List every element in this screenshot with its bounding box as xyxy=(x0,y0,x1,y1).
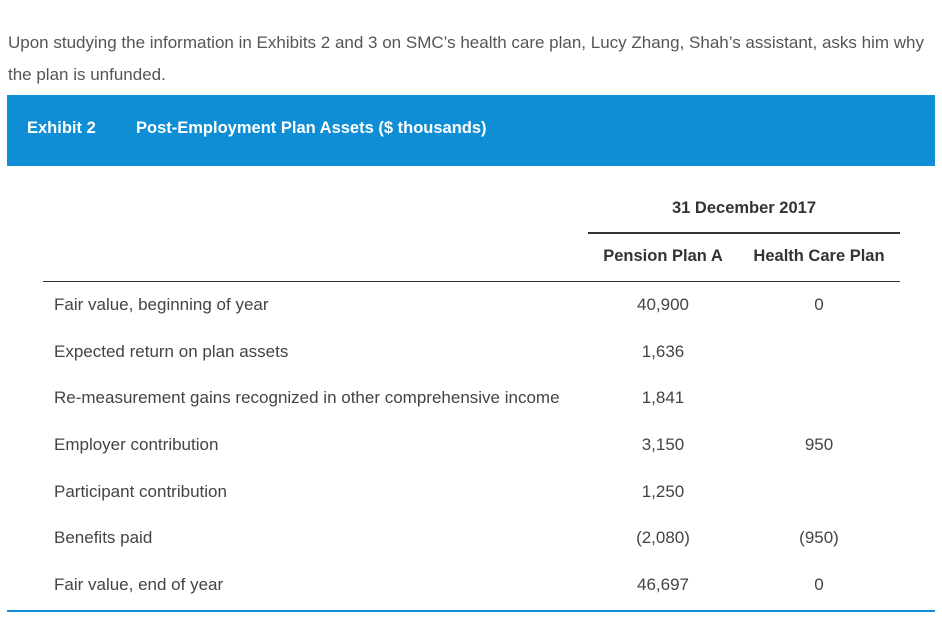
table-row xyxy=(0,295,942,319)
table-row xyxy=(0,435,942,459)
row-label: Participant contribution xyxy=(54,482,227,501)
table-row xyxy=(0,342,942,366)
period-header: 31 December 2017 xyxy=(671,199,817,217)
pension-plan-a-value: 46,697 xyxy=(637,575,689,594)
row-label: Benefits paid xyxy=(54,528,153,547)
exhibit-title: Post-Employment Plan Assets ($ thousands) xyxy=(136,119,487,137)
row-label: Re-measurement gains recognized in other comprehensive income xyxy=(54,388,560,407)
table-row xyxy=(0,388,942,412)
intro-paragraph: Upon studying the information in Exhibits 2 and 3 on SMC’s health care plan, Lucy Zhang, Shah’s assistant, asks him why the plan is unfunded. xyxy=(8,33,924,84)
row-label: Expected return on plan assets xyxy=(54,342,289,361)
health-care-plan-value: 950 xyxy=(804,435,834,454)
health-care-plan-value: (950) xyxy=(799,528,839,547)
health-care-plan-value: 0 xyxy=(814,295,824,314)
table-bottom-border xyxy=(7,610,935,612)
column-header-pension-plan-a: Pension Plan A xyxy=(603,247,723,265)
header-divider xyxy=(43,281,900,282)
pension-plan-a-value: 3,150 xyxy=(641,435,685,454)
exhibit-label: Exhibit 2 xyxy=(27,119,96,137)
pension-plan-a-value: (2,080) xyxy=(636,528,690,547)
health-care-plan-value: 0 xyxy=(814,575,824,594)
pension-plan-a-value: 40,900 xyxy=(637,295,689,314)
column-header-health-care-plan: Health Care Plan xyxy=(753,247,885,265)
pension-plan-a-value: 1,250 xyxy=(641,482,685,501)
exhibit-header xyxy=(7,95,935,166)
table-row xyxy=(0,482,942,506)
row-label: Fair value, end of year xyxy=(54,575,224,594)
period-divider xyxy=(588,232,900,234)
pension-plan-a-value: 1,841 xyxy=(641,388,685,407)
table-row xyxy=(0,575,942,599)
row-label: Fair value, beginning of year xyxy=(54,295,269,314)
row-label: Employer contribution xyxy=(54,435,219,454)
table-row xyxy=(0,528,942,552)
pension-plan-a-value: 1,636 xyxy=(641,342,685,361)
